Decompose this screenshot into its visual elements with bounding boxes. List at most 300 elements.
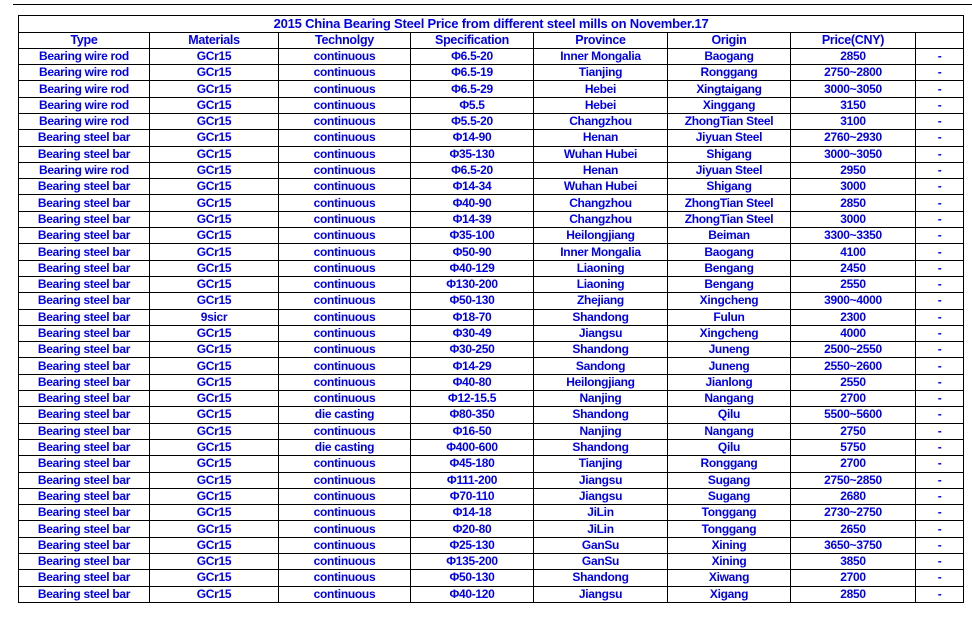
cell-note: - xyxy=(916,537,964,553)
cell-type: Bearing steel bar xyxy=(19,342,150,358)
cell-specification: Φ40-129 xyxy=(411,260,534,276)
cell-province: Shandong xyxy=(534,439,668,455)
cell-technology: continuous xyxy=(279,244,411,260)
cell-type: Bearing wire rod xyxy=(19,81,150,97)
cell-province: GanSu xyxy=(534,537,668,553)
cell-materials: GCr15 xyxy=(150,374,279,390)
cell-technology: continuous xyxy=(279,81,411,97)
cell-origin: Qilu xyxy=(668,407,791,423)
cell-materials: GCr15 xyxy=(150,48,279,64)
cell-note: - xyxy=(916,113,964,129)
cell-technology: continuous xyxy=(279,358,411,374)
cell-price: 3900~4000 xyxy=(791,293,916,309)
cell-price: 2680 xyxy=(791,488,916,504)
cell-note: - xyxy=(916,276,964,292)
cell-technology: continuous xyxy=(279,342,411,358)
cell-materials: GCr15 xyxy=(150,325,279,341)
cell-province: JiLin xyxy=(534,505,668,521)
cell-technology: continuous xyxy=(279,179,411,195)
cell-materials: GCr15 xyxy=(150,211,279,227)
cell-technology: continuous xyxy=(279,293,411,309)
table-row xyxy=(19,358,964,374)
cell-materials: GCr15 xyxy=(150,113,279,129)
cell-origin: ZhongTian Steel xyxy=(668,195,791,211)
cell-type: Bearing steel bar xyxy=(19,570,150,586)
cell-type: Bearing steel bar xyxy=(19,309,150,325)
table-row xyxy=(19,65,964,81)
cell-origin: Tonggang xyxy=(668,521,791,537)
cell-province: Inner Mongalia xyxy=(534,48,668,64)
cell-province: Liaoning xyxy=(534,276,668,292)
table-row xyxy=(19,276,964,292)
table-row xyxy=(19,228,964,244)
cell-price: 2730~2750 xyxy=(791,505,916,521)
cell-type: Bearing steel bar xyxy=(19,244,150,260)
cell-materials: GCr15 xyxy=(150,554,279,570)
cell-materials: GCr15 xyxy=(150,179,279,195)
cell-type: Bearing steel bar xyxy=(19,505,150,521)
cell-materials: GCr15 xyxy=(150,276,279,292)
cell-type: Bearing steel bar xyxy=(19,325,150,341)
cell-note: - xyxy=(916,260,964,276)
cell-province: Jiangsu xyxy=(534,325,668,341)
cell-origin: Bengang xyxy=(668,260,791,276)
cell-materials: GCr15 xyxy=(150,81,279,97)
cell-province: Changzhou xyxy=(534,113,668,129)
cell-province: Changzhou xyxy=(534,211,668,227)
column-header-price: Price(CNY) xyxy=(791,32,916,48)
cell-origin: Xigang xyxy=(668,586,791,602)
cell-note: - xyxy=(916,570,964,586)
cell-type: Bearing wire rod xyxy=(19,65,150,81)
cell-province: Hebei xyxy=(534,97,668,113)
cell-price: 3000 xyxy=(791,211,916,227)
cell-specification: Φ14-90 xyxy=(411,130,534,146)
cell-specification: Φ30-250 xyxy=(411,342,534,358)
cell-note: - xyxy=(916,48,964,64)
cell-materials: GCr15 xyxy=(150,521,279,537)
cell-province: Hebei xyxy=(534,81,668,97)
cell-note: - xyxy=(916,179,964,195)
table-body xyxy=(19,48,964,602)
cell-price: 2700 xyxy=(791,391,916,407)
cell-specification: Φ40-120 xyxy=(411,586,534,602)
cell-type: Bearing wire rod xyxy=(19,97,150,113)
cell-note: - xyxy=(916,586,964,602)
cell-technology: continuous xyxy=(279,521,411,537)
cell-type: Bearing steel bar xyxy=(19,276,150,292)
cell-note: - xyxy=(916,162,964,178)
cell-type: Bearing steel bar xyxy=(19,179,150,195)
cell-specification: Φ6.5-20 xyxy=(411,162,534,178)
cell-province: Inner Mongalia xyxy=(534,244,668,260)
cell-price: 2450 xyxy=(791,260,916,276)
cell-technology: continuous xyxy=(279,309,411,325)
table-row xyxy=(19,407,964,423)
cell-materials: GCr15 xyxy=(150,586,279,602)
table-row xyxy=(19,439,964,455)
cell-type: Bearing steel bar xyxy=(19,293,150,309)
cell-materials: GCr15 xyxy=(150,342,279,358)
cell-materials: GCr15 xyxy=(150,505,279,521)
cell-type: Bearing steel bar xyxy=(19,456,150,472)
cell-origin: Fulun xyxy=(668,309,791,325)
cell-price: 2850 xyxy=(791,48,916,64)
cell-note: - xyxy=(916,81,964,97)
cell-province: Liaoning xyxy=(534,260,668,276)
cell-technology: continuous xyxy=(279,391,411,407)
table-row xyxy=(19,309,964,325)
cell-type: Bearing steel bar xyxy=(19,521,150,537)
table-row xyxy=(19,472,964,488)
cell-materials: GCr15 xyxy=(150,358,279,374)
table-row xyxy=(19,48,964,64)
cell-type: Bearing wire rod xyxy=(19,162,150,178)
cell-specification: Φ70-110 xyxy=(411,488,534,504)
cell-price: 4100 xyxy=(791,244,916,260)
title-row xyxy=(19,16,964,33)
table-row xyxy=(19,570,964,586)
cell-province: Wuhan Hubei xyxy=(534,179,668,195)
cell-price: 3000~3050 xyxy=(791,146,916,162)
column-header-specification: Specification xyxy=(411,32,534,48)
cell-note: - xyxy=(916,146,964,162)
cell-type: Bearing steel bar xyxy=(19,130,150,146)
cell-origin: Jianlong xyxy=(668,374,791,390)
bearing-steel-price-table xyxy=(18,15,964,603)
cell-type: Bearing steel bar xyxy=(19,374,150,390)
cell-note: - xyxy=(916,309,964,325)
cell-technology: continuous xyxy=(279,423,411,439)
cell-origin: Xingtaigang xyxy=(668,81,791,97)
cell-materials: GCr15 xyxy=(150,439,279,455)
cell-technology: die casting xyxy=(279,439,411,455)
cell-type: Bearing steel bar xyxy=(19,195,150,211)
cell-province: Henan xyxy=(534,162,668,178)
cell-origin: Shigang xyxy=(668,179,791,195)
table-row xyxy=(19,260,964,276)
cell-specification: Φ6.5-29 xyxy=(411,81,534,97)
cell-price: 3100 xyxy=(791,113,916,129)
cell-province: Henan xyxy=(534,130,668,146)
cell-origin: Ronggang xyxy=(668,456,791,472)
table-row xyxy=(19,456,964,472)
table-row xyxy=(19,586,964,602)
table-row xyxy=(19,537,964,553)
cell-price: 4000 xyxy=(791,325,916,341)
table-row xyxy=(19,146,964,162)
cell-province: Jiangsu xyxy=(534,586,668,602)
cell-materials: GCr15 xyxy=(150,407,279,423)
cell-province: GanSu xyxy=(534,554,668,570)
cell-price: 2650 xyxy=(791,521,916,537)
cell-type: Bearing wire rod xyxy=(19,48,150,64)
cell-origin: Jiyuan Steel xyxy=(668,130,791,146)
table-row xyxy=(19,113,964,129)
cell-technology: continuous xyxy=(279,65,411,81)
cell-origin: Juneng xyxy=(668,358,791,374)
cell-origin: Baogang xyxy=(668,48,791,64)
cell-type: Bearing steel bar xyxy=(19,358,150,374)
cell-note: - xyxy=(916,488,964,504)
cell-specification: Φ5.5 xyxy=(411,97,534,113)
cell-technology: continuous xyxy=(279,505,411,521)
cell-specification: Φ400-600 xyxy=(411,439,534,455)
cell-province: Zhejiang xyxy=(534,293,668,309)
cell-materials: GCr15 xyxy=(150,130,279,146)
table-row xyxy=(19,505,964,521)
cell-note: - xyxy=(916,65,964,81)
cell-technology: continuous xyxy=(279,554,411,570)
cell-specification: Φ35-100 xyxy=(411,228,534,244)
cell-note: - xyxy=(916,195,964,211)
cell-technology: continuous xyxy=(279,162,411,178)
table-row xyxy=(19,374,964,390)
column-header-materials: Materials xyxy=(150,32,279,48)
header-row xyxy=(19,32,964,48)
cell-price: 2850 xyxy=(791,195,916,211)
cell-province: Changzhou xyxy=(534,195,668,211)
cell-type: Bearing steel bar xyxy=(19,391,150,407)
cell-origin: Xining xyxy=(668,554,791,570)
cell-note: - xyxy=(916,358,964,374)
cell-origin: Tonggang xyxy=(668,505,791,521)
cell-specification: Φ14-34 xyxy=(411,179,534,195)
cell-origin: Xinggang xyxy=(668,97,791,113)
cell-province: Heilongjiang xyxy=(534,228,668,244)
cell-type: Bearing steel bar xyxy=(19,228,150,244)
cell-origin: Juneng xyxy=(668,342,791,358)
cell-materials: GCr15 xyxy=(150,260,279,276)
cell-materials: GCr15 xyxy=(150,146,279,162)
cell-specification: Φ45-180 xyxy=(411,456,534,472)
cell-materials: GCr15 xyxy=(150,456,279,472)
cell-origin: Bengang xyxy=(668,276,791,292)
cell-price: 2550 xyxy=(791,276,916,292)
cell-origin: Sugang xyxy=(668,472,791,488)
cell-note: - xyxy=(916,439,964,455)
cell-origin: Xingcheng xyxy=(668,325,791,341)
cell-price: 5750 xyxy=(791,439,916,455)
cell-note: - xyxy=(916,374,964,390)
cell-specification: Φ12-15.5 xyxy=(411,391,534,407)
cell-origin: Sugang xyxy=(668,488,791,504)
cell-type: Bearing wire rod xyxy=(19,113,150,129)
cell-technology: continuous xyxy=(279,113,411,129)
cell-materials: GCr15 xyxy=(150,244,279,260)
cell-materials: GCr15 xyxy=(150,97,279,113)
cell-price: 2550 xyxy=(791,374,916,390)
cell-type: Bearing steel bar xyxy=(19,407,150,423)
cell-price: 2760~2930 xyxy=(791,130,916,146)
column-header-technology: Technolgy xyxy=(279,32,411,48)
cell-note: - xyxy=(916,521,964,537)
cell-materials: GCr15 xyxy=(150,293,279,309)
cell-specification: Φ20-80 xyxy=(411,521,534,537)
cell-type: Bearing steel bar xyxy=(19,472,150,488)
cell-province: Shandong xyxy=(534,309,668,325)
cell-price: 3150 xyxy=(791,97,916,113)
cell-materials: GCr15 xyxy=(150,570,279,586)
cell-materials: GCr15 xyxy=(150,65,279,81)
column-header-type: Type xyxy=(19,32,150,48)
cell-price: 3850 xyxy=(791,554,916,570)
table-row xyxy=(19,211,964,227)
cell-province: Nanjing xyxy=(534,423,668,439)
cell-technology: continuous xyxy=(279,97,411,113)
table-row xyxy=(19,81,964,97)
cell-technology: continuous xyxy=(279,325,411,341)
table-row xyxy=(19,488,964,504)
cell-specification: Φ18-70 xyxy=(411,309,534,325)
table-row xyxy=(19,130,964,146)
cell-origin: ZhongTian Steel xyxy=(668,211,791,227)
cell-materials: GCr15 xyxy=(150,195,279,211)
cell-price: 2300 xyxy=(791,309,916,325)
cell-specification: Φ50-90 xyxy=(411,244,534,260)
cell-price: 2500~2550 xyxy=(791,342,916,358)
column-header-origin: Origin xyxy=(668,32,791,48)
table-row xyxy=(19,179,964,195)
cell-province: Tianjing xyxy=(534,456,668,472)
cell-specification: Φ50-130 xyxy=(411,570,534,586)
table-row xyxy=(19,97,964,113)
cell-origin: Baogang xyxy=(668,244,791,260)
cell-technology: continuous xyxy=(279,195,411,211)
cell-origin: Nangang xyxy=(668,391,791,407)
cell-province: Shandong xyxy=(534,407,668,423)
cell-note: - xyxy=(916,244,964,260)
cell-province: Jiangsu xyxy=(534,472,668,488)
cell-note: - xyxy=(916,342,964,358)
cell-origin: Jiyuan Steel xyxy=(668,162,791,178)
cell-price: 2750 xyxy=(791,423,916,439)
cell-specification: Φ14-18 xyxy=(411,505,534,521)
cell-origin: Xining xyxy=(668,537,791,553)
cell-note: - xyxy=(916,130,964,146)
table-row xyxy=(19,244,964,260)
cell-specification: Φ80-350 xyxy=(411,407,534,423)
cell-specification: Φ35-130 xyxy=(411,146,534,162)
cell-specification: Φ6.5-20 xyxy=(411,48,534,64)
cell-price: 2550~2600 xyxy=(791,358,916,374)
cell-type: Bearing steel bar xyxy=(19,146,150,162)
cell-price: 3000 xyxy=(791,179,916,195)
cell-price: 2700 xyxy=(791,456,916,472)
cell-specification: Φ30-49 xyxy=(411,325,534,341)
cell-specification: Φ16-50 xyxy=(411,423,534,439)
cell-technology: continuous xyxy=(279,130,411,146)
cell-technology: continuous xyxy=(279,211,411,227)
cell-price: 2850 xyxy=(791,586,916,602)
column-header-note xyxy=(916,32,964,48)
top-gridline xyxy=(13,4,972,5)
cell-note: - xyxy=(916,325,964,341)
cell-province: Heilongjiang xyxy=(534,374,668,390)
cell-province: Wuhan Hubei xyxy=(534,146,668,162)
cell-technology: continuous xyxy=(279,456,411,472)
cell-type: Bearing steel bar xyxy=(19,211,150,227)
cell-origin: ZhongTian Steel xyxy=(668,113,791,129)
cell-province: Shandong xyxy=(534,342,668,358)
cell-technology: continuous xyxy=(279,260,411,276)
cell-technology: continuous xyxy=(279,488,411,504)
cell-origin: Ronggang xyxy=(668,65,791,81)
cell-price: 3650~3750 xyxy=(791,537,916,553)
cell-type: Bearing steel bar xyxy=(19,488,150,504)
cell-specification: Φ6.5-19 xyxy=(411,65,534,81)
cell-technology: continuous xyxy=(279,472,411,488)
cell-price: 3300~3350 xyxy=(791,228,916,244)
cell-province: Nanjing xyxy=(534,391,668,407)
cell-specification: Φ50-130 xyxy=(411,293,534,309)
cell-type: Bearing steel bar xyxy=(19,554,150,570)
cell-origin: Nangang xyxy=(668,423,791,439)
cell-materials: GCr15 xyxy=(150,537,279,553)
cell-technology: continuous xyxy=(279,146,411,162)
table-row xyxy=(19,195,964,211)
cell-specification: Φ40-90 xyxy=(411,195,534,211)
cell-technology: continuous xyxy=(279,537,411,553)
table-row xyxy=(19,554,964,570)
cell-province: Tianjing xyxy=(534,65,668,81)
cell-note: - xyxy=(916,423,964,439)
cell-note: - xyxy=(916,228,964,244)
table-row xyxy=(19,325,964,341)
table-row xyxy=(19,391,964,407)
cell-materials: 9sicr xyxy=(150,309,279,325)
cell-technology: continuous xyxy=(279,276,411,292)
cell-type: Bearing steel bar xyxy=(19,423,150,439)
cell-materials: GCr15 xyxy=(150,228,279,244)
cell-specification: Φ25-130 xyxy=(411,537,534,553)
cell-technology: continuous xyxy=(279,228,411,244)
cell-note: - xyxy=(916,211,964,227)
cell-note: - xyxy=(916,505,964,521)
cell-province: Sandong xyxy=(534,358,668,374)
cell-technology: die casting xyxy=(279,407,411,423)
cell-technology: continuous xyxy=(279,48,411,64)
cell-origin: Xiwang xyxy=(668,570,791,586)
cell-note: - xyxy=(916,456,964,472)
table-row xyxy=(19,293,964,309)
table-row xyxy=(19,342,964,358)
cell-specification: Φ111-200 xyxy=(411,472,534,488)
table-row xyxy=(19,521,964,537)
column-header-province: Province xyxy=(534,32,668,48)
cell-technology: continuous xyxy=(279,586,411,602)
cell-note: - xyxy=(916,391,964,407)
cell-note: - xyxy=(916,472,964,488)
cell-province: JiLin xyxy=(534,521,668,537)
cell-materials: GCr15 xyxy=(150,423,279,439)
cell-specification: Φ40-80 xyxy=(411,374,534,390)
cell-price: 2950 xyxy=(791,162,916,178)
cell-price: 5500~5600 xyxy=(791,407,916,423)
cell-note: - xyxy=(916,407,964,423)
cell-materials: GCr15 xyxy=(150,162,279,178)
cell-specification: Φ130-200 xyxy=(411,276,534,292)
cell-origin: Qilu xyxy=(668,439,791,455)
cell-specification: Φ135-200 xyxy=(411,554,534,570)
cell-origin: Shigang xyxy=(668,146,791,162)
cell-origin: Xingcheng xyxy=(668,293,791,309)
cell-price: 2750~2850 xyxy=(791,472,916,488)
cell-materials: GCr15 xyxy=(150,488,279,504)
cell-type: Bearing steel bar xyxy=(19,439,150,455)
table-row xyxy=(19,162,964,178)
cell-province: Shandong xyxy=(534,570,668,586)
